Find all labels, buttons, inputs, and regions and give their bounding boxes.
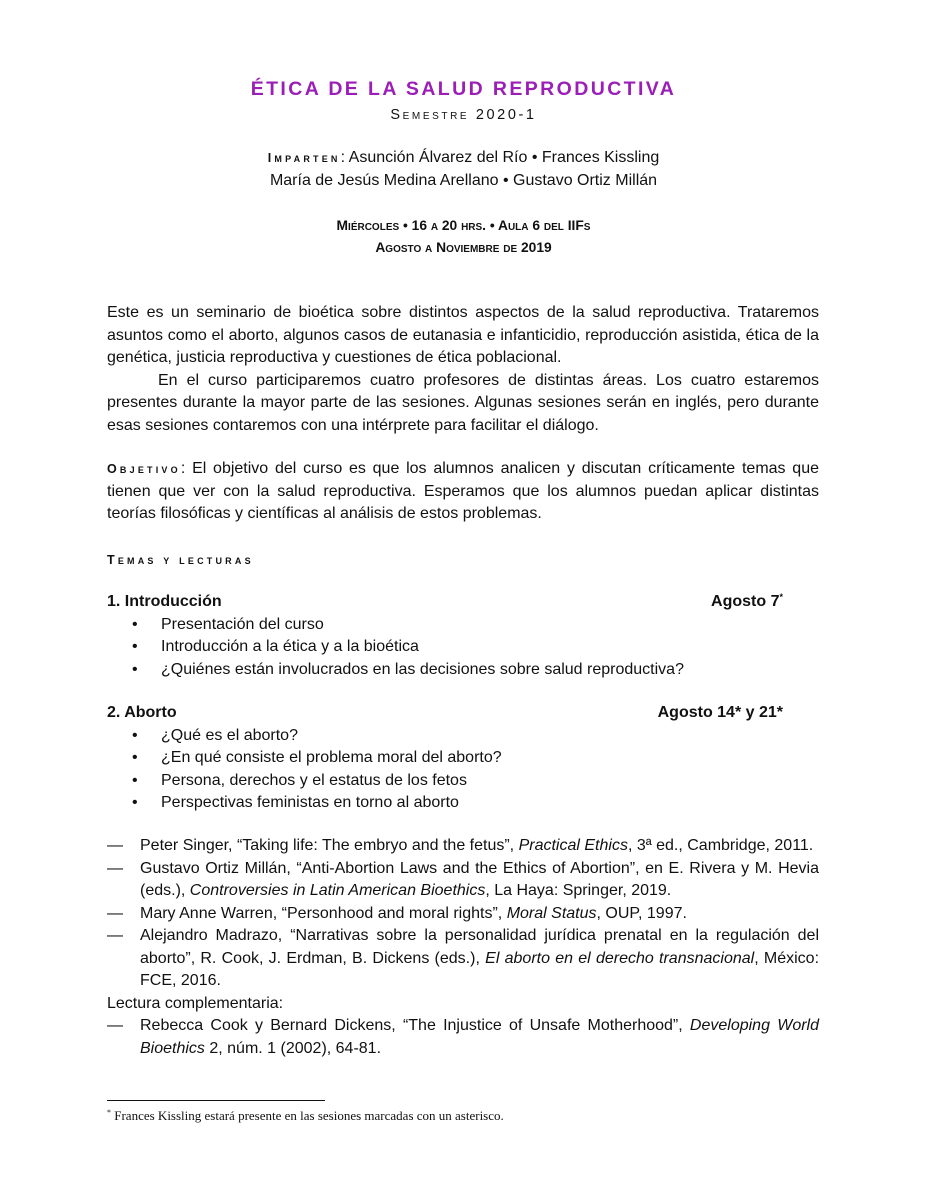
reference-text: Rebecca Cook y Bernard Dickens, “The Injustice of Unsafe Motherhood”, [140,1017,690,1034]
reference-text: Gustavo Ortiz Millán, “Anti-Abortion Laws and the Ethics of Abortion”, en E. Rivera y M. Hevia (eds.), [140,859,819,899]
reference-text: 2, núm. 1 (2002), 64-81. [204,1039,382,1057]
document-title: ÉTICA DE LA SALUD REPRODUCTIVA [250,78,677,100]
reference-dash: — [107,859,123,877]
reference-source: Developing World Bioethics [140,1017,819,1057]
reference-dash: — [107,1017,123,1034]
section-title: 2. Aborto [107,704,177,721]
section-header [107,591,819,614]
reference-source: Controversies in Latin American Bioethics [189,882,486,899]
objective-colon: : [180,460,193,477]
objective-paragraph [107,458,819,526]
footnote-divider [107,1100,325,1101]
teachers-block [0,147,927,192]
reference-item [107,925,819,993]
reference-source: Practical Ethics [518,837,628,854]
reference-text: , México: FCE, 2016. [140,949,820,989]
section-header [107,702,819,725]
semester-line [0,104,927,126]
topic-list [107,725,819,815]
list-item: • ¿En qué consiste el problema moral del aborto? [107,747,819,770]
schedule-block [0,215,927,259]
list-item: • ¿Quiénes están involucrados en las decisiones sobre salud reproductiva? [107,659,819,682]
list-item: • Persona, derechos y el estatus de los fetos [107,770,819,793]
list-item: • Introducción a la ética y a la bioética [107,636,819,659]
objective-text: El objetivo del curso es que los alumnos analicen y discutan críticamente temas que tienen que ver con la salud reproductiva. Esperamos que los alumnos puedan aplicar distintas teorías filosóficas y científicas al análisis de estos problemas. [107,460,820,522]
teachers-names-1: Asunción Álvarez del Río • Frances Kissling [348,149,660,166]
intro-paragraph-1: Este es un seminario de bioética sobre distintos aspectos de la salud reproductiva. Trataremos asuntos como el aborto, algunos casos de eutanasia e infanticidio, reproducción asistida, ética de la genética, justicia reproductiva y cuestiones de ética poblacional. [107,304,819,366]
section-introduccion [107,591,819,681]
intro-section [107,302,819,437]
reference-source: El aborto en el derecho transnacional [485,949,755,967]
schedule-line-1: Miércoles • 16 a 20 hrs. • Aula 6 del IIFs [336,218,591,233]
reference-dash: — [107,927,123,944]
list-item: • Perspectivas feministas en torno al aborto [107,792,819,815]
reference-text: Alejandro Madrazo, “Narrativas sobre la personalidad jurídica prenatal en la regulación del aborto”, R. Cook, J. Erdman, B. Dickens (eds.), [140,927,819,967]
footnote [107,1107,504,1125]
reference-text: , OUP, 1997. [596,904,687,922]
reference-source: Moral Status [506,904,597,922]
reference-text: Peter Singer, “Taking life: The embryo and the fetus”, [140,837,519,854]
teachers-line-1 [0,147,927,170]
teachers-label: Imparten [267,151,341,165]
section-date-text: Agosto 7 [711,593,780,610]
list-item: • ¿Qué es el aborto? [107,725,819,748]
teachers-line-2: María de Jesús Medina Arellano • Gustavo Ortiz Millán [269,171,658,189]
section-title: 1. Introducción [107,593,222,610]
intro-paragraph-2: En el curso participaremos cuatro profesores de distintas áreas. Los cuatro estaremos presentes durante la mayor parte de las sesiones. Algunas sesiones serán en inglés, pero durante esas sesiones contaremos con una intérprete para facilitar el diálogo. [107,371,819,434]
reference-item [107,903,819,926]
topics-heading: Temas y lecturas [107,553,254,567]
complementary-reading-label: Lectura complementaria: [107,994,284,1012]
footnote-reference: * [779,592,783,602]
schedule-line-2: Agosto a Noviembre de 2019 [375,240,552,255]
reference-dash: — [107,904,123,922]
reference-text: , La Haya: Springer, 2019. [485,882,672,899]
teachers-label-colon: : [340,149,349,166]
objective-section [107,458,819,526]
section-aborto [107,702,819,815]
reference-text: , 3ª ed., Cambridge, 2011. [627,837,814,854]
reference-dash: — [107,837,123,854]
reference-text: Mary Anne Warren, “Personhood and moral rights”, [140,904,507,922]
reference-item [107,858,819,903]
footnote-mark: * [107,1108,111,1117]
section-date: Agosto 14* y 21* [657,704,783,721]
reference-item [107,1015,819,1060]
reference-item [107,835,819,858]
objective-label: Objetivo [107,462,181,476]
list-item: • Presentación del curso [107,614,819,637]
footnote-text: Frances Kissling estará presente en las sesiones marcadas con un asterisco. [114,1108,504,1123]
semester-text: Semestre 2020-1 [390,107,537,123]
section-date [711,591,819,614]
readings-list [107,835,819,1060]
topic-list [107,614,819,682]
